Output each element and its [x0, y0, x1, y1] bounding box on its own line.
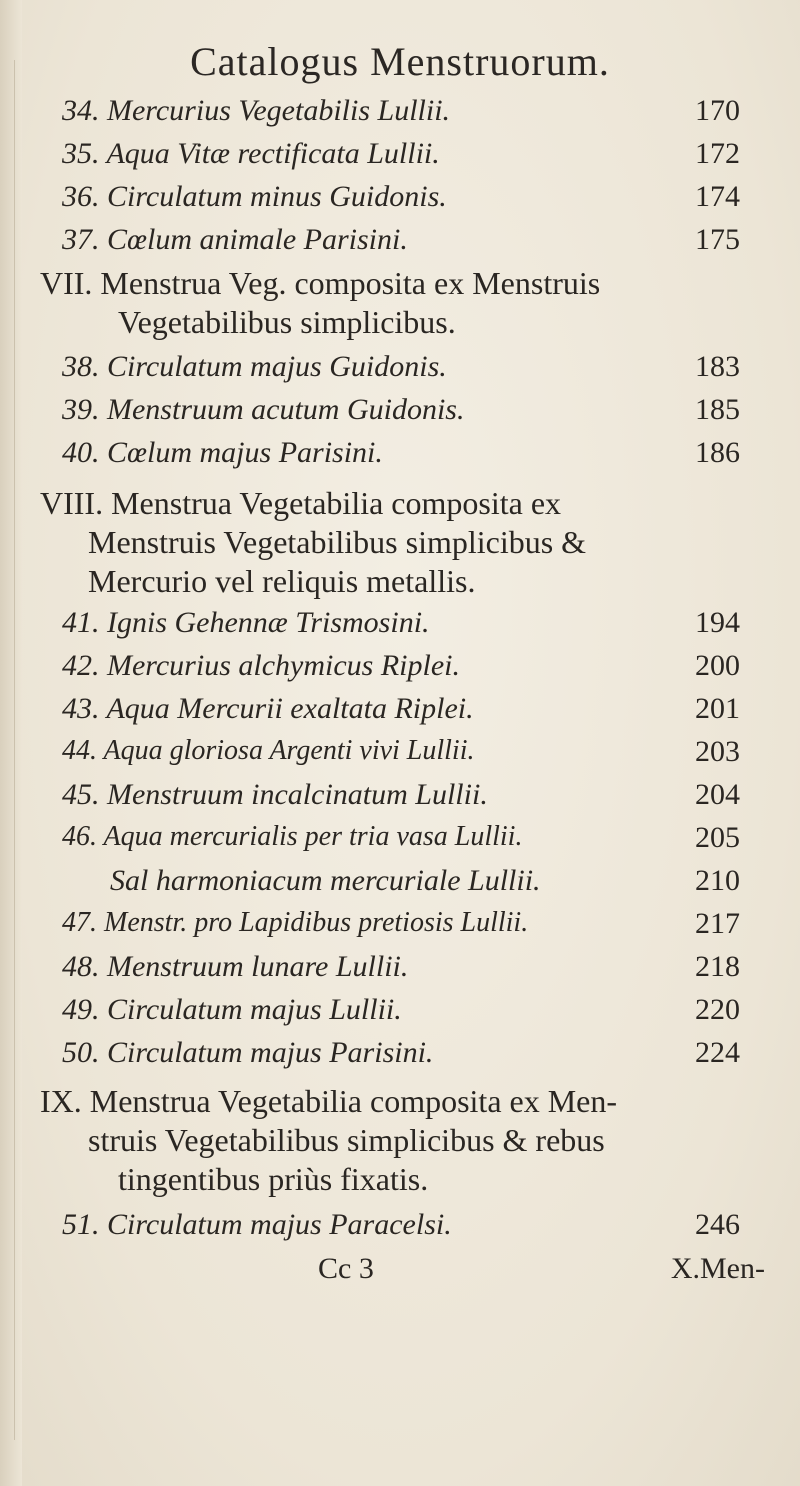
entry-page: 246	[695, 1208, 740, 1241]
catalog-entry	[0, 180, 800, 224]
catalog-entry	[0, 1208, 800, 1252]
signature-mark: Cc 3	[318, 1252, 374, 1285]
entry-title: Sal harmoniacum mercuriale Lullii.	[110, 864, 541, 897]
section-line: Vegetabilibus simplicibus.	[118, 304, 456, 340]
entry-page: 175	[695, 223, 740, 256]
entry-page: 204	[695, 778, 740, 811]
entry-page: 170	[695, 94, 740, 127]
entry-title: 44. Aqua gloriosa Argenti vivi Lullii.	[62, 735, 475, 766]
catalog-entry	[0, 94, 800, 138]
entry-page: 183	[695, 350, 740, 383]
catalog-entry	[0, 350, 800, 394]
entry-title: 37. Cœlum animale Parisini.	[62, 223, 408, 256]
entry-page: 218	[695, 950, 740, 983]
catalog-entry	[0, 606, 800, 650]
entry-page: 174	[695, 180, 740, 213]
entry-title: 50. Circulatum majus Parisini.	[62, 1036, 434, 1069]
entry-page: 224	[695, 1036, 740, 1069]
catchword: X.Men-	[670, 1252, 765, 1285]
catalog-entry	[0, 393, 800, 437]
entry-page: 205	[695, 821, 740, 854]
entry-title: 39. Menstruum acutum Guidonis.	[62, 393, 465, 426]
section-line: struis Vegetabilibus simplicibus & rebus	[88, 1122, 605, 1158]
catalog-entry	[0, 907, 800, 951]
entry-page: 194	[695, 606, 740, 639]
page-header: Catalogus Menstruorum.	[190, 39, 610, 84]
entry-page: 185	[695, 393, 740, 426]
entry-title: 40. Cœlum majus Parisini.	[62, 436, 383, 469]
catalog-entry	[0, 735, 800, 779]
catalog-entry	[0, 649, 800, 693]
entry-page: 210	[695, 864, 740, 897]
entry-page: 217	[695, 907, 740, 940]
entry-title: 45. Menstruum incalcinatum Lullii.	[62, 778, 488, 811]
catalog-entry	[0, 821, 800, 865]
catalog-entry	[0, 1036, 800, 1080]
section-heading-viii	[40, 484, 770, 601]
entry-page: 186	[695, 436, 740, 469]
entry-page: 200	[695, 649, 740, 682]
entry-title: 51. Circulatum majus Paracelsi.	[62, 1208, 452, 1241]
catalog-entry	[0, 864, 800, 908]
entry-title: 41. Ignis Gehennæ Trismosini.	[62, 606, 430, 639]
section-line: Menstruis Vegetabilibus simplicibus &	[88, 524, 587, 560]
entry-title: 43. Aqua Mercurii exaltata Riplei.	[62, 692, 474, 725]
entry-title: 42. Mercurius alchymicus Riplei.	[62, 649, 460, 682]
section-heading-ix	[40, 1082, 770, 1199]
catalog-entry	[0, 778, 800, 822]
entry-title: 47. Menstr. pro Lapidibus pretiosis Lullii.	[62, 907, 529, 938]
entry-title: 48. Menstruum lunare Lullii.	[62, 950, 409, 983]
section-heading-vii	[40, 264, 770, 342]
section-line: VII. Menstrua Veg. composita ex Menstruis	[40, 265, 601, 301]
entry-title: 49. Circulatum majus Lullii.	[62, 993, 402, 1026]
catalog-entry	[0, 436, 800, 480]
catalog-entry	[0, 950, 800, 994]
section-line: IX. Menstrua Vegetabilia composita ex Men-	[40, 1083, 618, 1119]
entry-page: 172	[695, 137, 740, 170]
section-line: Mercurio vel reliquis metallis.	[88, 563, 476, 599]
catalog-entry	[0, 692, 800, 736]
entry-title: 35. Aqua Vitæ rectificata Lullii.	[62, 137, 440, 170]
entry-page: 220	[695, 993, 740, 1026]
section-line: VIII. Menstrua Vegetabilia composita ex	[40, 485, 562, 521]
catalog-entry	[0, 993, 800, 1037]
entry-title: 46. Aqua mercurialis per tria vasa Lullii.	[62, 821, 523, 852]
entry-page: 203	[695, 735, 740, 768]
catalog-entry	[0, 223, 800, 267]
catalog-entry	[0, 137, 800, 181]
entry-title: 36. Circulatum minus Guidonis.	[62, 180, 447, 213]
section-line: tingentibus priùs fixatis.	[118, 1161, 429, 1197]
entry-title: 38. Circulatum majus Guidonis.	[62, 350, 447, 383]
entry-title: 34. Mercurius Vegetabilis Lullii.	[62, 94, 451, 127]
entry-page: 201	[695, 692, 740, 725]
